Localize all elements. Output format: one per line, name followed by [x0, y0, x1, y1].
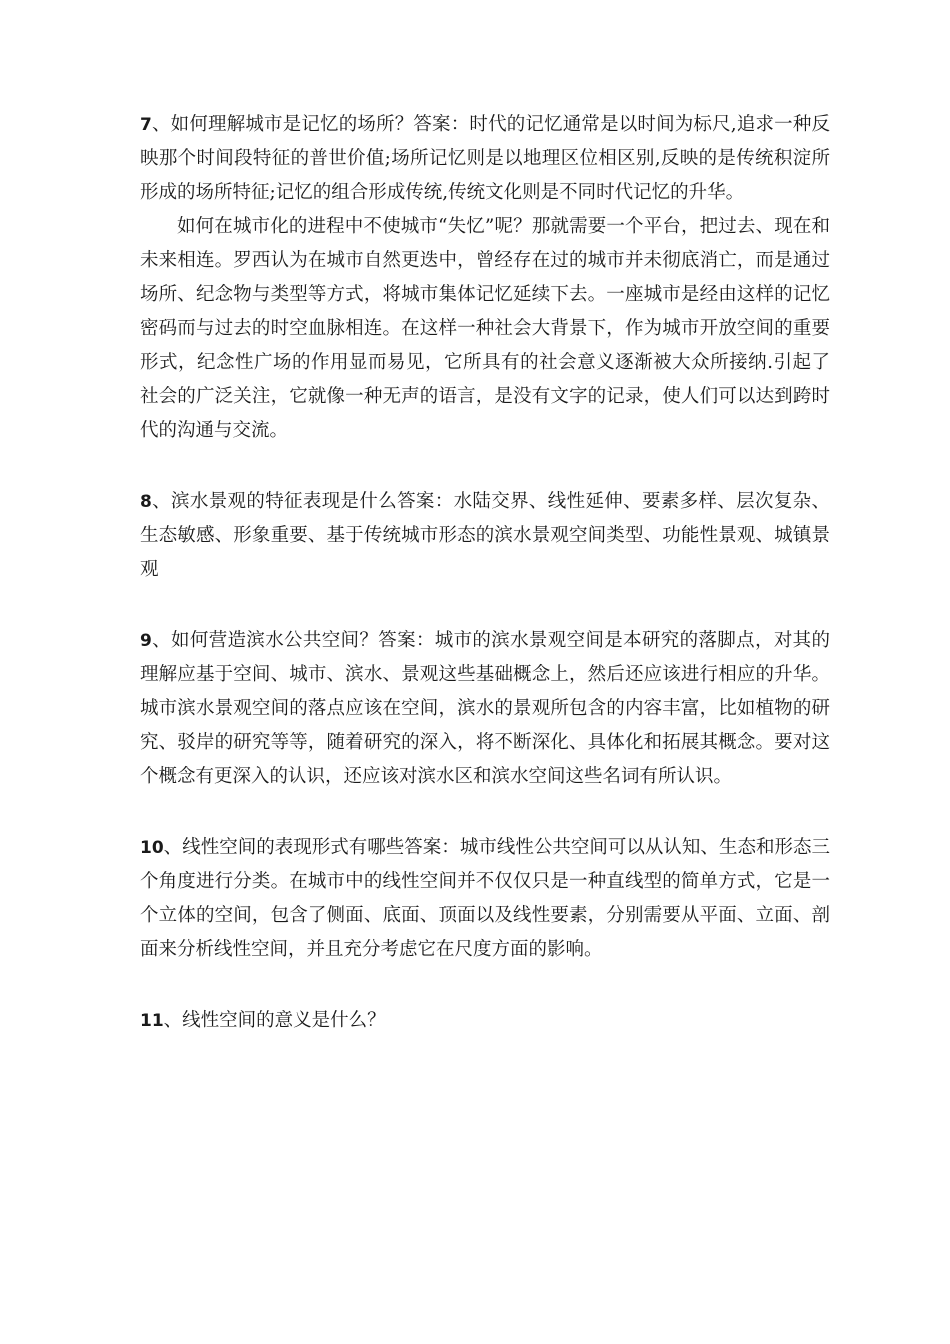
question-8-number: 8 — [140, 492, 152, 512]
question-7-text — [140, 108, 830, 210]
question-11 — [140, 1004, 830, 1038]
question-11-number: 11 — [140, 1011, 164, 1031]
question-8 — [140, 485, 830, 587]
question-10-number: 10 — [140, 838, 164, 858]
question-11-body: 、线性空间的意义是什么？ — [163, 1010, 386, 1031]
question-7-number: 7 — [140, 115, 152, 135]
question-11-text — [140, 1004, 830, 1038]
question-9-body: 、如何营造滨水公共空间？答案：城市的滨水景观空间是本研究的落脚点，对其的理解应基于空间、城市、滨水、景观这些基础概念上，然后还应该进行相应的升华。城市滨水景观空间的落点应该在空间，滨水的景观所包含的内容丰富，比如植物的研究、驳岸的研究等等，随着研究的深入，将不断深化、具体化和拓展其概念。要对这个概念有更深入的认识，还应该对滨水区和滨水空间这些名词有所认识。 — [140, 630, 830, 787]
question-8-text — [140, 485, 830, 587]
question-10-text — [140, 831, 830, 967]
question-7 — [140, 108, 830, 448]
question-8-body: 、滨水景观的特征表现是什么答案：水陆交界、线性延伸、要素多样、层次复杂、生态敏感、形象重要、基于传统城市形态的滨水景观空间类型、功能性景观、城镇景观 — [140, 491, 830, 580]
question-9-text — [140, 624, 830, 794]
question-7-body: 、如何理解城市是记忆的场所？答案：时代的记忆通常是以时间为标尺,追求一种反映那个时间段特征的普世价值;场所记忆则是以地理区位相区别,反映的是传统积淀所形成的场所特征;记忆的组合形成传统,传统文化则是不同时代记忆的升华。 — [140, 114, 830, 203]
question-10-body: 、线性空间的表现形式有哪些答案：城市线性公共空间可以从认知、生态和形态三个角度进行分类。在城市中的线性空间并不仅仅只是一种直线型的简单方式，它是一个立体的空间，包含了侧面、底面、顶面以及线性要素，分别需要从平面、立面、剖面来分析线性空间，并且充分考虑它在尺度方面的影响。 — [140, 837, 830, 960]
document-body — [140, 108, 830, 1038]
question-9 — [140, 624, 830, 794]
question-7-continuation: 如何在城市化的进程中不使城市“失忆”呢？那就需要一个平台，把过去、现在和未来相连。罗西认为在城市自然更迭中，曾经存在过的城市并未彻底消亡，而是通过场所、纪念物与类型等方式，将城市集体记忆延续下去。一座城市是经由这样的记忆密码而与过去的时空血脉相连。在这样一种社会大背景下，作为城市开放空间的重要形式，纪念性广场的作用显而易见，它所具有的社会意义逐渐被大众所接纳.引起了社会的广泛关注，它就像一种无声的语言，是没有文字的记录，使人们可以达到跨时代的沟通与交流。 — [140, 216, 830, 441]
question-9-number: 9 — [140, 631, 152, 651]
question-10 — [140, 831, 830, 967]
